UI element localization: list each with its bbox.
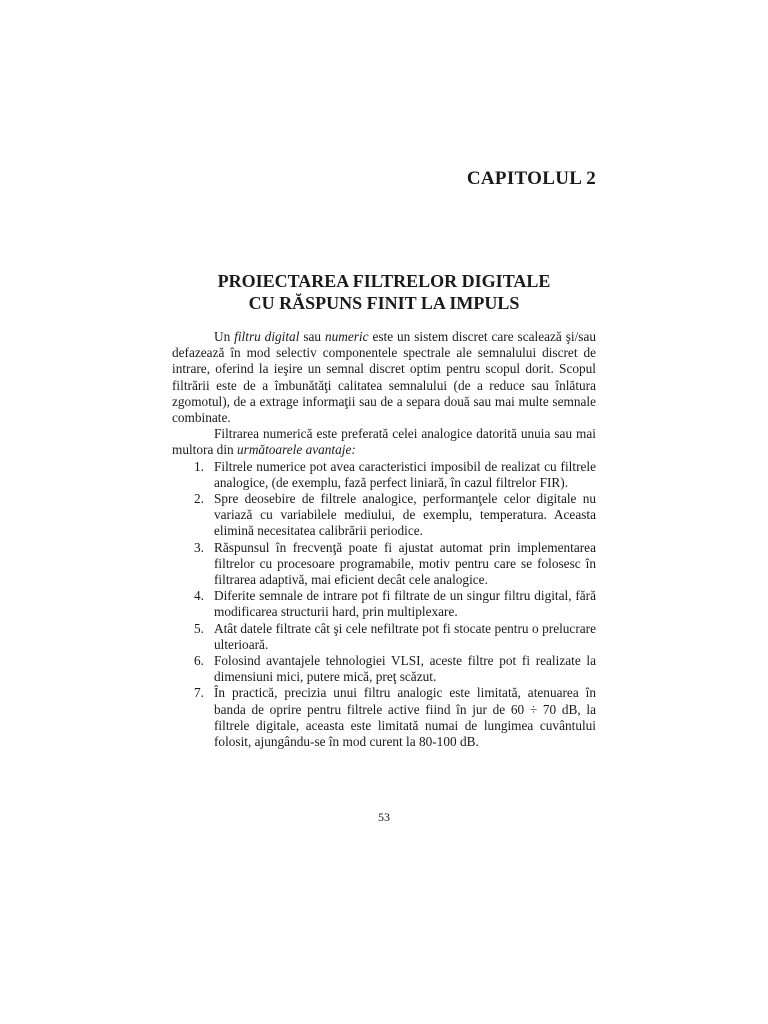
list-item — [172, 621, 596, 653]
intro-paragraph-2 — [172, 426, 596, 458]
list-item-number: 2. — [194, 491, 204, 507]
term-digital-filter: filtru digital — [234, 329, 300, 344]
list-item — [172, 459, 596, 491]
advantages-list — [172, 459, 596, 751]
list-item-number: 4. — [194, 588, 204, 604]
list-item-text: Folosind avantajele tehnologiei VLSI, aceste filtre pot fi realizate la dimensiuni mici, putere mică, preţ scăzut. — [214, 653, 596, 685]
term-numeric: numeric — [324, 329, 369, 344]
chapter-title-line-1: PROIECTAREA FILTRELOR DIGITALE — [217, 271, 551, 291]
intro-p1-prefix: Un — [214, 329, 235, 344]
page-number: 53 — [378, 810, 390, 824]
list-item-number: 1. — [194, 458, 204, 474]
list-item-text: Diferite semnale de intrare pot fi filtrate de un singur filtru digital, fără modificarea structurii hard, prin multiplexare. — [214, 588, 596, 620]
list-item — [172, 588, 596, 620]
body-text — [172, 329, 596, 750]
list-item-text: Răspunsul în frecvenţă poate fi ajustat automat prin implementarea filtrelor cu procesoare programabile, motiv pentru care se folosesc în filtrarea adaptivă, mai eficient decât cele analogice. — [214, 539, 596, 588]
chapter-title — [172, 270, 596, 314]
chapter-title-line-2: CU RĂSPUNS FINIT LA IMPULS — [248, 293, 520, 313]
chapter-heading: CAPITOLUL 2 — [466, 168, 596, 189]
list-item-text: Atât datele filtrate cât şi cele nefiltrate pot fi stocate pentru o prelucrare ulterioară. — [214, 620, 596, 652]
list-item — [172, 540, 596, 589]
list-item — [172, 685, 596, 750]
list-item — [172, 491, 596, 540]
intro-paragraph-1 — [172, 329, 596, 426]
list-item-number: 3. — [194, 539, 204, 555]
list-item-text: Filtrele numerice pot avea caracteristici imposibil de realizat cu filtrele analogice, (de exemplu, fază perfect liniară, în cazul filtrelor FIR). — [214, 458, 596, 490]
list-item — [172, 653, 596, 685]
term-advantages: următoarele avantaje: — [237, 442, 356, 458]
intro-p2-prefix: Filtrarea numerică este preferată celei analogice datorită unuia sau mai multora din — [172, 426, 596, 458]
intro-p1-mid: sau — [299, 329, 325, 344]
list-item-number: 6. — [194, 653, 204, 669]
list-item-number: 5. — [194, 620, 204, 636]
list-item-number: 7. — [194, 685, 204, 701]
list-item-text: În practică, precizia unui filtru analogic este limitată, atenuarea în banda de oprire pentru filtrele active fiind în jur de 60 ÷ 70 dB, la filtrele digitale, aceasta este limitată numai de lungimea cuvântului folosit, ajungându-se în mod curent la 80-100 dB. — [214, 685, 596, 750]
intro-p1-rest: este un sistem discret care scalează şi/sau defazează în mod selectiv componentele spectrale ale semnalului discret de intrare, oferind la ieşire un semnal discret optim pentru scopul dorit. Scopul filtrării este de a îmbunătăţi calitatea semnalului (de a reduce sau înlătura zgomotul), de a extrage informaţii sau de a separa două sau mai multe semnale combinate. — [172, 329, 596, 426]
list-item-text: Spre deosebire de filtrele analogice, performanţele celor digitale nu variază cu variabilele mediului, de exemplu, temperatura. Aceasta elimină necesitatea calibrării periodice. — [214, 491, 596, 539]
